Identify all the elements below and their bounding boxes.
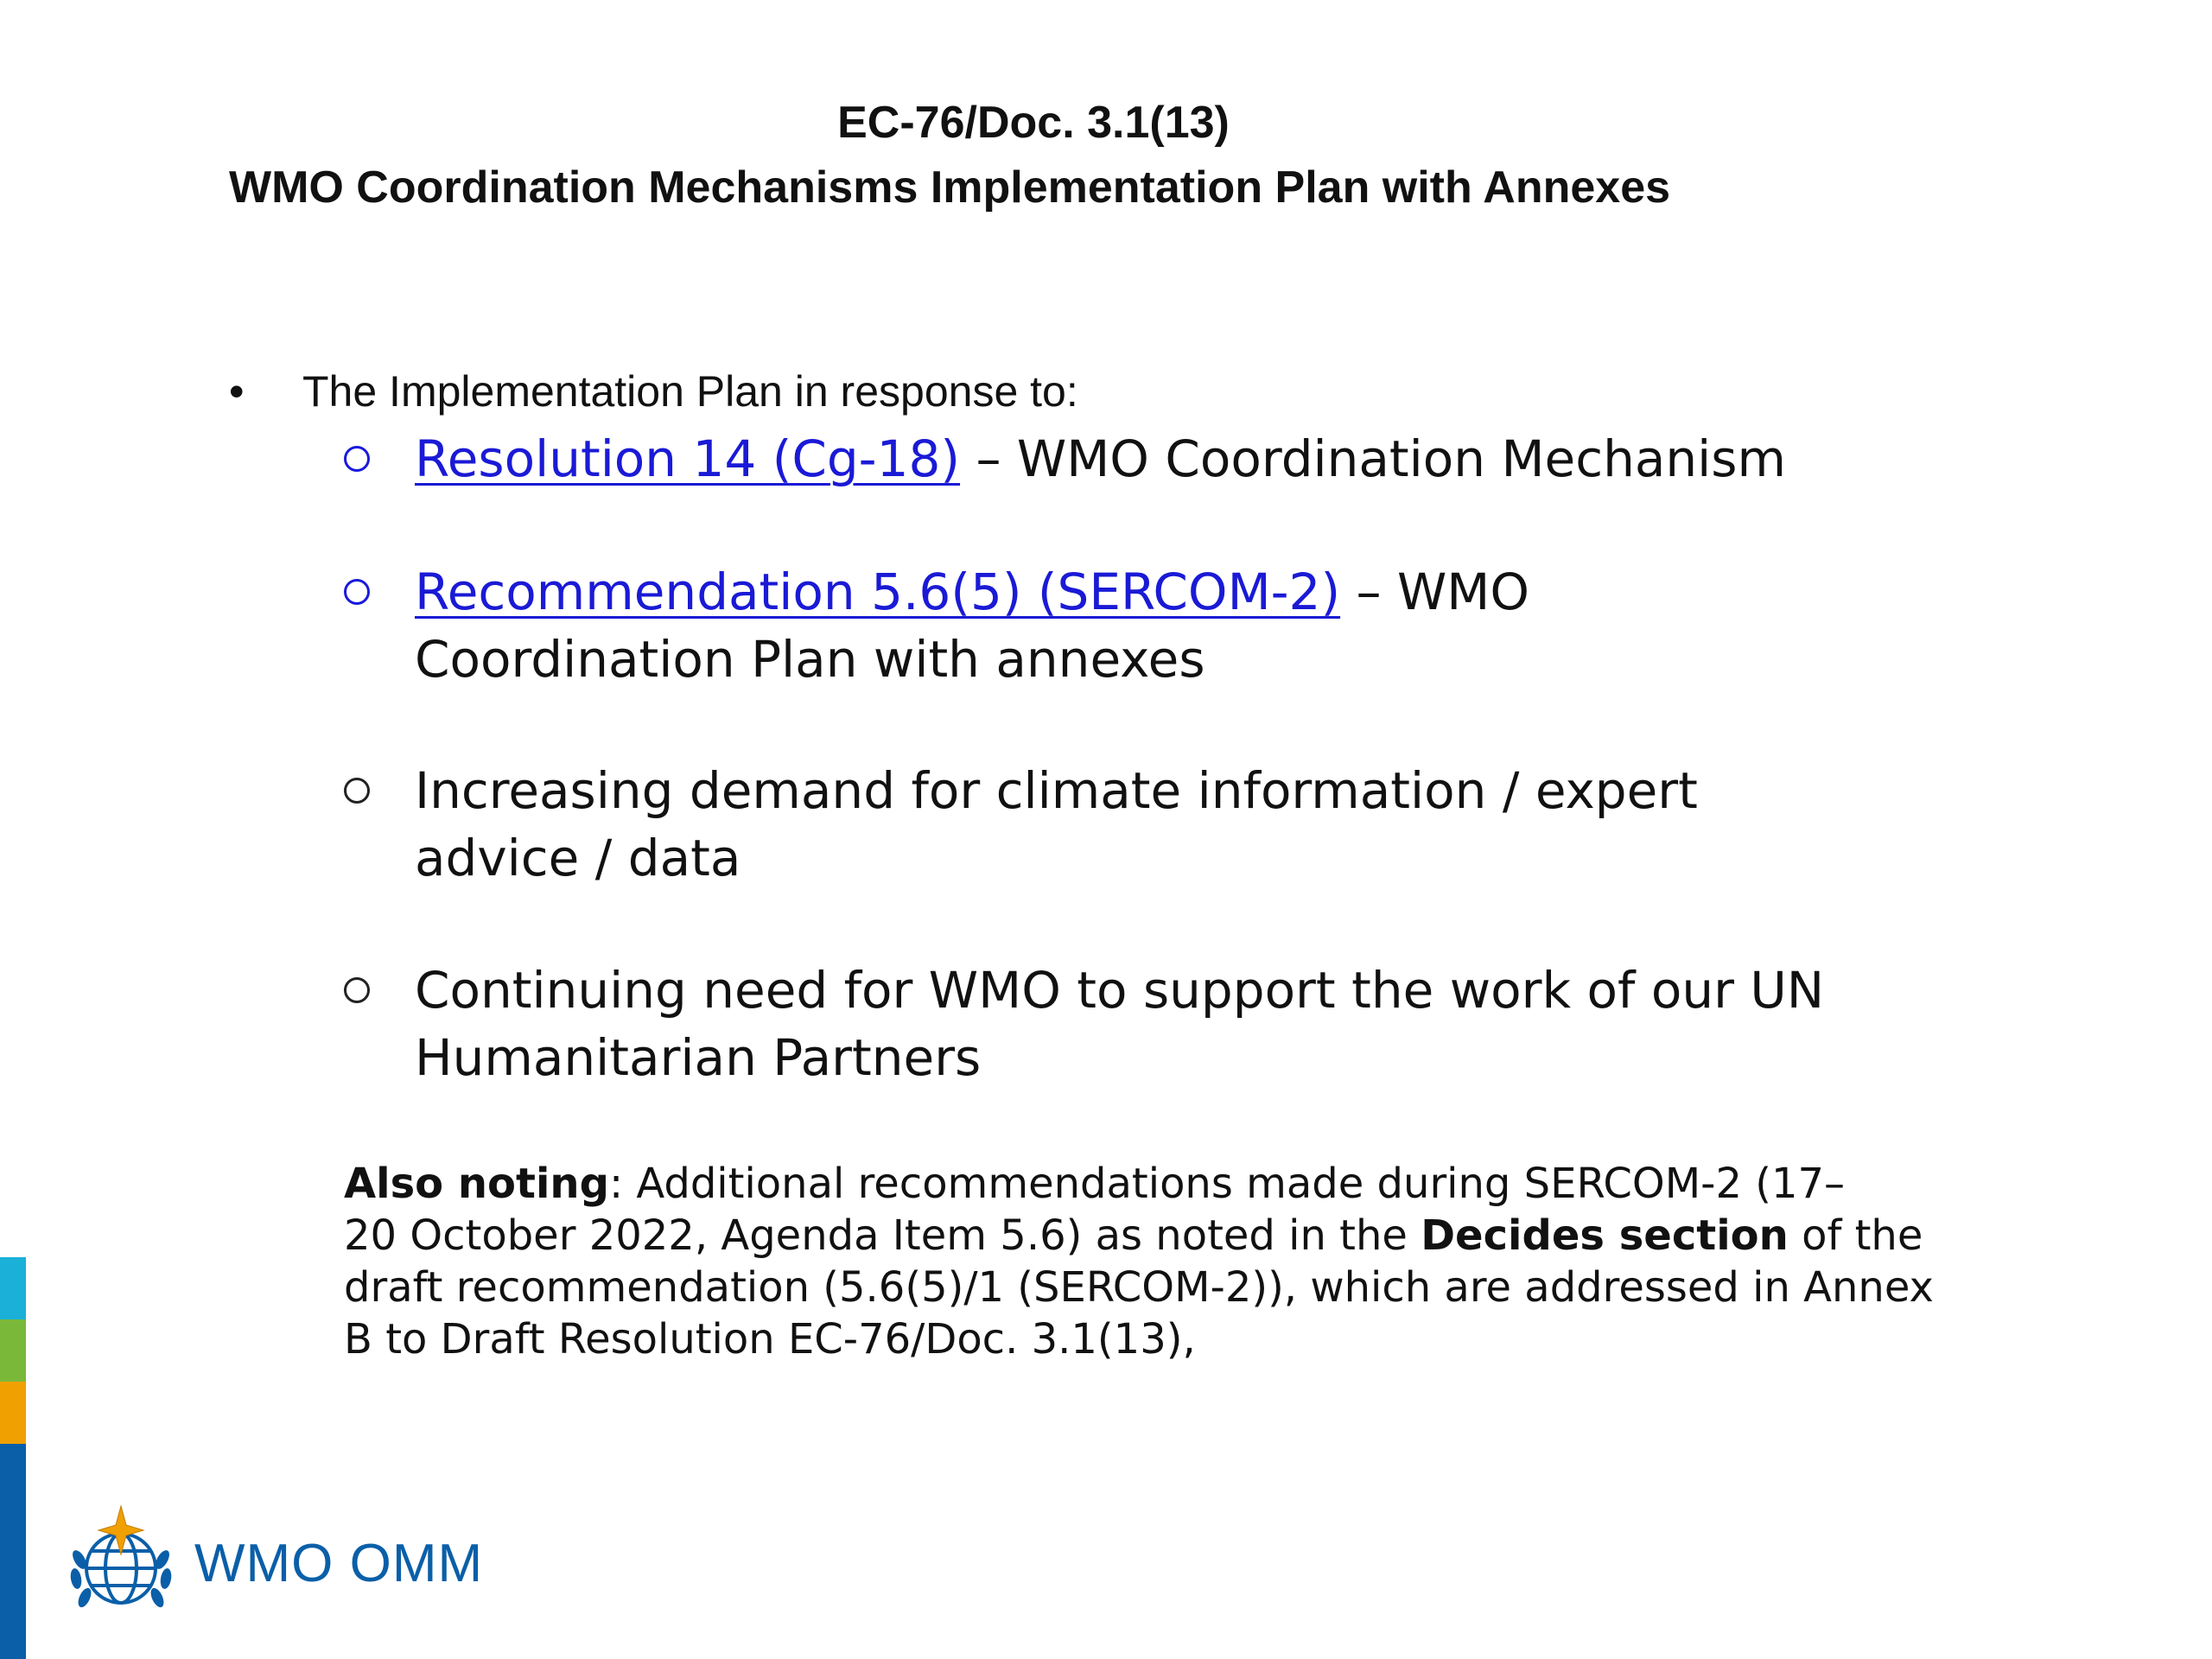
page-title: WMO Coordination Mechanisms Implementation Plan with Annexes xyxy=(229,162,1671,213)
stripe-blue xyxy=(0,1444,26,1659)
stripe-green xyxy=(0,1319,26,1382)
item-text-line1: Increasing demand for climate information / expert xyxy=(415,761,1698,820)
stripe-cyan xyxy=(0,1257,26,1319)
circle-bullet-icon xyxy=(344,778,370,804)
note-text: draft recommendation (5.6(5)/1 (SERCOM-2)), which are addressed in Annex xyxy=(344,1263,1934,1312)
item-text: – WMO xyxy=(1340,563,1529,621)
circle-bullet-icon xyxy=(344,977,370,1003)
also-noting-label: Also noting xyxy=(344,1160,609,1208)
stripe-orange xyxy=(0,1382,26,1444)
item-text: – WMO Coordination Mechanism xyxy=(960,429,1786,488)
doc-reference: EC-76/Doc. 3.1(13) xyxy=(837,98,1230,148)
wmo-logo-text: WMO OMM xyxy=(194,1534,484,1593)
decides-section-label: Decides section xyxy=(1421,1211,1789,1260)
note-text: 20 October 2022, Agenda Item 5.6) as noted in the xyxy=(344,1211,1421,1260)
resolution-link[interactable]: Resolution 14 (Cg-18) xyxy=(415,429,961,488)
circle-bullet-icon xyxy=(344,446,370,472)
also-noting-paragraph xyxy=(344,1158,2072,1365)
intro-text: The Implementation Plan in response to: xyxy=(302,367,1078,416)
wmo-emblem-icon xyxy=(60,1499,181,1620)
note-text: of the xyxy=(1788,1211,1923,1260)
bullet-icon: • xyxy=(229,367,245,416)
note-text: : Additional recommendations made during SERCOM-2 (17– xyxy=(608,1160,1846,1208)
item-text-line2: advice / data xyxy=(415,829,741,887)
item-text-line2: Humanitarian Partners xyxy=(415,1028,982,1087)
circle-bullet-icon xyxy=(344,579,370,605)
recommendation-link[interactable]: Recommendation 5.6(5) (SERCOM-2) xyxy=(415,563,1341,621)
item-text-line2: Coordination Plan with annexes xyxy=(415,630,1205,689)
note-text: B to Draft Resolution EC-76/Doc. 3.1(13), xyxy=(344,1315,1196,1363)
item-text-line1: Continuing need for WMO to support the work of our UN xyxy=(415,961,1825,1020)
